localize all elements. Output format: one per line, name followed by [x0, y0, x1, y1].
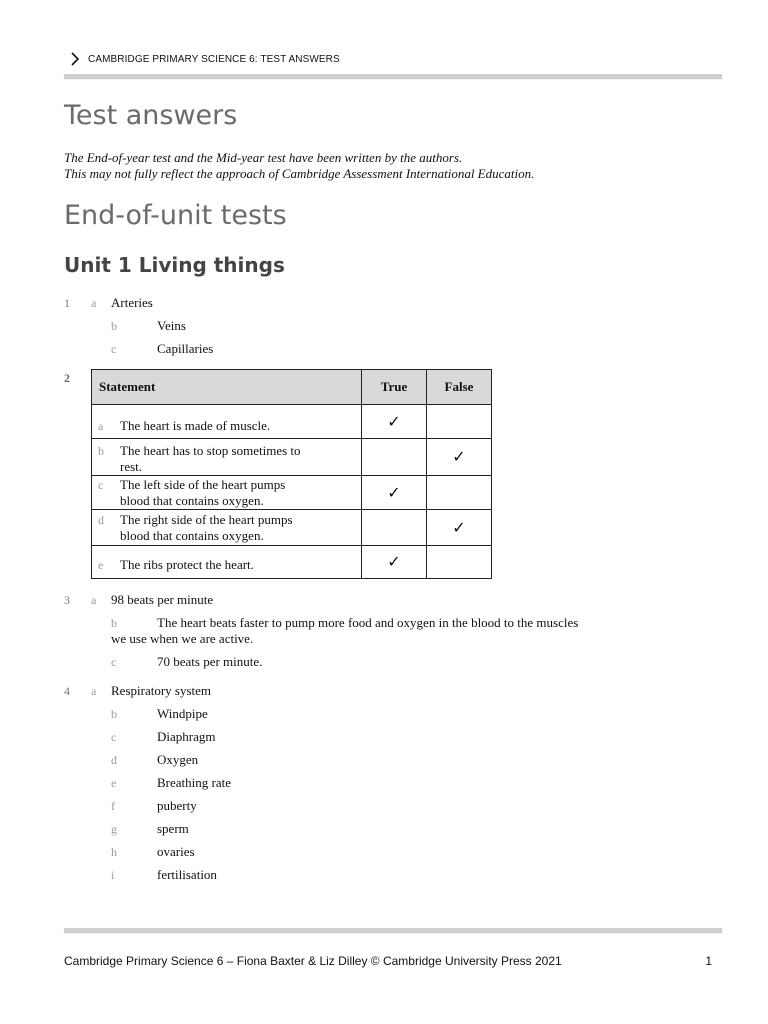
answer-text: ovaries: [157, 844, 195, 859]
answer-letter: f: [111, 799, 115, 813]
answer-text: 98 beats per minute: [111, 592, 214, 607]
answer-letter: a: [91, 684, 97, 698]
footer-rule: [64, 928, 722, 932]
answer-letter: b: [111, 616, 117, 630]
answer-text: puberty: [157, 798, 197, 813]
table-row: [92, 510, 492, 546]
answer-text: Arteries: [111, 295, 153, 310]
answer-letter: c: [111, 730, 117, 744]
true-check: ✓: [362, 476, 427, 510]
answer-letter: h: [111, 845, 117, 859]
footer-credit: Cambridge Primary Science 6 – Fiona Baxter & Liz Dilley © Cambridge University Press 2021: [64, 954, 562, 968]
answer-text: 70 beats per minute.: [157, 654, 263, 669]
true-check: [362, 439, 427, 476]
statement-text: The right side of the heart pumps blood that contains oxygen.: [120, 512, 293, 543]
column-header-false: False: [427, 370, 492, 405]
question-number: 1: [64, 296, 70, 310]
running-header: [64, 50, 722, 68]
column-header-statement: Statement: [92, 370, 362, 405]
answer-letter: g: [111, 822, 117, 836]
false-check: ✓: [427, 439, 492, 476]
statement-text: The heart is made of muscle.: [120, 417, 271, 433]
answer-text: Diaphragm: [157, 729, 216, 744]
table-row: [92, 439, 492, 476]
answer-text: Oxygen: [157, 752, 199, 767]
answer-text: The heart beats faster to pump more food and oxygen in the blood to the muscles: [157, 615, 579, 630]
false-check: [427, 546, 492, 579]
page-number: 1: [705, 954, 712, 968]
intro-line-1: The End-of-year test and the Mid-year test have been written by the authors.: [64, 150, 463, 165]
question-number: 2: [64, 371, 70, 385]
answer-text: Capillaries: [157, 341, 214, 356]
question-number: 3: [64, 593, 70, 607]
row-letter: c: [98, 478, 104, 492]
table-row: [92, 405, 492, 439]
intro-note: [64, 150, 534, 182]
section-title: End-of-unit tests: [64, 200, 287, 231]
true-check: ✓: [362, 405, 427, 439]
table-row: [92, 546, 492, 579]
answer-letter: b: [111, 319, 117, 333]
answer-text: Breathing rate: [157, 775, 231, 790]
false-check: ✓: [427, 510, 492, 546]
row-letter: a: [98, 418, 104, 433]
answer-text: Veins: [157, 318, 186, 333]
answer-text: Windpipe: [157, 706, 208, 721]
table-header-row: [92, 370, 492, 405]
answer-letter: e: [111, 776, 117, 790]
true-false-table: [91, 369, 492, 579]
true-check: [362, 510, 427, 546]
chevron-right-icon: [68, 52, 82, 66]
column-header-true: True: [362, 370, 427, 405]
row-letter: b: [98, 444, 104, 458]
page-footer: [64, 954, 712, 968]
row-letter: d: [98, 513, 104, 527]
answer-letter: b: [111, 707, 117, 721]
answer-text: sperm: [157, 821, 189, 836]
answer-letter: a: [91, 593, 97, 607]
answer-letter: i: [111, 868, 115, 882]
table-row: [92, 476, 492, 510]
answer-text-continued: we use when we are active.: [111, 631, 254, 646]
header-rule: [64, 74, 722, 78]
statement-text: The ribs protect the heart.: [120, 557, 254, 572]
true-check: ✓: [362, 546, 427, 579]
false-check: [427, 476, 492, 510]
header-title: CAMBRIDGE PRIMARY SCIENCE 6: TEST ANSWERS: [88, 53, 340, 65]
question-number: 4: [64, 684, 70, 698]
intro-line-2: This may not fully reflect the approach of Cambridge Assessment International Education.: [64, 166, 535, 181]
statement-text: The left side of the heart pumps blood that contains oxygen.: [120, 477, 286, 508]
page-title: Test answers: [64, 100, 238, 131]
answer-text: fertilisation: [157, 867, 217, 882]
row-letter: e: [98, 558, 104, 572]
statement-text: The heart has to stop sometimes to rest.: [120, 443, 301, 474]
answer-text: Respiratory system: [111, 683, 212, 698]
answer-letter: d: [111, 753, 117, 767]
answer-letter: c: [111, 342, 117, 356]
false-check: [427, 405, 492, 439]
unit-title: Unit 1 Living things: [64, 253, 285, 277]
answer-letter: c: [111, 655, 117, 669]
answer-letter: a: [91, 296, 97, 310]
